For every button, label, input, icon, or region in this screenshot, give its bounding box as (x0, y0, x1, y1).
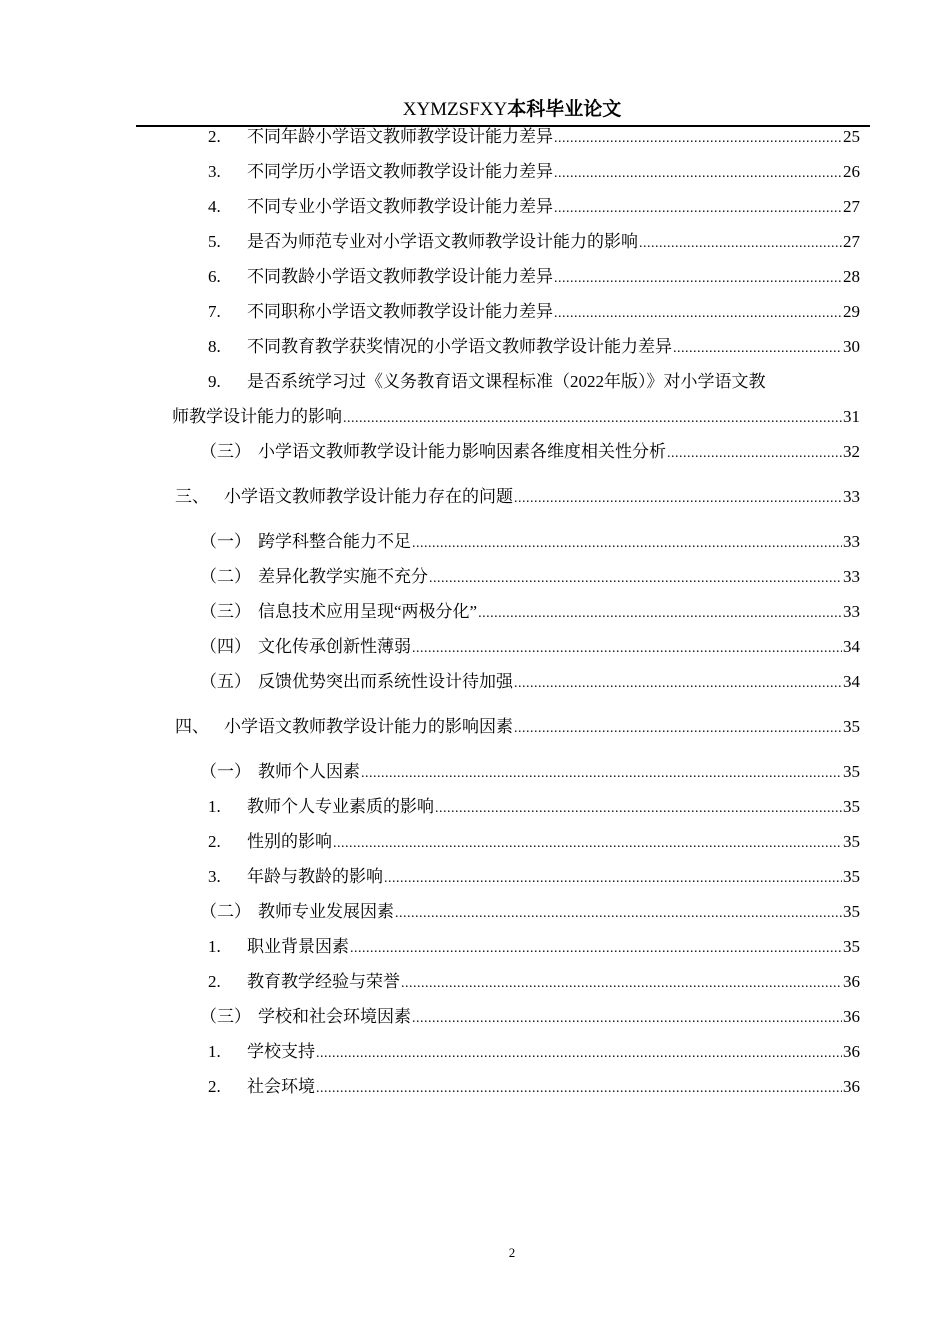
toc-entry-title: 不同职称小学语文教师教学设计能力差异 (247, 302, 553, 321)
toc-entry[interactable] (208, 155, 860, 189)
toc-entry-page: 35 (843, 867, 860, 886)
toc-entry-number: （三） (200, 442, 251, 461)
page-header (0, 94, 950, 121)
toc-entry-number: 2. (208, 972, 221, 991)
toc-entry[interactable] (208, 1035, 860, 1069)
toc-entry[interactable] (208, 365, 860, 399)
toc-entry-page: 34 (843, 672, 860, 691)
dot-leader (554, 260, 842, 296)
toc-entry[interactable] (200, 755, 860, 789)
toc-entry[interactable] (208, 190, 860, 224)
toc-entry-number: 四、 (175, 717, 209, 736)
toc-entry-title: 小学语文教师教学设计能力影响因素各维度相关性分析 (258, 442, 666, 461)
dot-leader (412, 525, 842, 561)
toc-entry-page: 33 (843, 567, 860, 586)
toc-entry-number: 1. (208, 1042, 221, 1061)
dot-leader (554, 155, 842, 191)
toc-entry-title: 是否为师范专业对小学语文教师教学设计能力的影响 (247, 232, 638, 251)
toc-entry-number: 6. (208, 267, 221, 286)
dot-leader (639, 225, 842, 261)
toc-entry-number: 7. (208, 302, 221, 321)
toc-entry-page: 31 (843, 407, 860, 426)
dot-leader (395, 895, 842, 931)
toc-entry-title: 不同教龄小学语文教师教学设计能力差异 (247, 267, 553, 286)
toc-entry-title: 差异化教学实施不充分 (258, 567, 428, 586)
toc-entry-page: 36 (843, 972, 860, 991)
toc-entry[interactable] (175, 710, 860, 744)
toc-entry-title: 小学语文教师教学设计能力的影响因素 (224, 717, 513, 736)
toc-entry[interactable] (208, 260, 860, 294)
toc-entry-number: 2. (208, 127, 221, 146)
dot-leader (554, 120, 842, 156)
toc-entry-title: 信息技术应用呈现“两极分化” (258, 602, 478, 621)
toc-entry[interactable] (200, 1000, 860, 1034)
toc-entry[interactable] (208, 120, 860, 154)
toc-entry-title: 不同学历小学语文教师教学设计能力差异 (247, 162, 553, 181)
header-title: 本科毕业论文 (507, 98, 622, 120)
toc-entry-number: 4. (208, 197, 221, 216)
toc-entry[interactable] (208, 225, 860, 259)
dot-leader (514, 480, 842, 516)
toc-entry-page: 35 (843, 797, 860, 816)
toc-entry-number: 2. (208, 832, 221, 851)
toc-entry-title: 职业背景因素 (247, 937, 349, 956)
toc-entry-page: 27 (843, 232, 860, 251)
toc-entry-page: 36 (843, 1007, 860, 1026)
toc-entry-number: （二） (200, 567, 251, 586)
toc-entry-page: 35 (843, 717, 860, 736)
dot-leader (478, 595, 842, 631)
toc-entry-page: 25 (843, 127, 860, 146)
toc-entry-page: 32 (843, 442, 860, 461)
toc-entry-title: 性别的影响 (247, 832, 332, 851)
dot-leader (361, 755, 842, 791)
dot-leader (514, 710, 842, 746)
toc-entry[interactable] (208, 860, 860, 894)
toc-entry-title: 教师专业发展因素 (258, 902, 394, 921)
toc-entry-number: （一） (200, 762, 251, 781)
toc-entry[interactable] (200, 525, 860, 559)
toc-entry-page: 35 (843, 762, 860, 781)
toc-entry-page: 36 (843, 1077, 860, 1096)
toc-entry[interactable] (208, 825, 860, 859)
toc-entry-page: 34 (843, 637, 860, 656)
toc-entry-number: 三、 (175, 487, 209, 506)
toc-entry[interactable] (208, 295, 860, 329)
dot-leader (401, 965, 842, 1001)
toc-entry-number: （五） (200, 672, 251, 691)
toc-entry-title: 不同教育教学获奖情况的小学语文教师教学设计能力差异 (247, 337, 672, 356)
toc-entry-number: （四） (200, 637, 251, 656)
toc-entry-page: 27 (843, 197, 860, 216)
toc-entry-title: 学校支持 (247, 1042, 315, 1061)
toc-entry-page: 35 (843, 937, 860, 956)
toc-entry[interactable] (208, 330, 860, 364)
toc-entry-title: 不同专业小学语文教师教学设计能力差异 (247, 197, 553, 216)
toc-entry[interactable] (175, 480, 860, 514)
toc-entry[interactable] (208, 930, 860, 964)
toc-entry[interactable] (200, 560, 860, 594)
toc-entry-title: 文化传承创新性薄弱 (258, 637, 411, 656)
toc-entry-page: 33 (843, 532, 860, 551)
toc-entry-number: 2. (208, 1077, 221, 1096)
dot-leader (316, 1070, 842, 1106)
toc-entry-page: 35 (843, 832, 860, 851)
toc-entry-page: 33 (843, 487, 860, 506)
toc-entry-number: 3. (208, 162, 221, 181)
toc-entry-title: 年龄与教龄的影响 (247, 867, 383, 886)
toc-entry-title: 师教学设计能力的影响 (172, 407, 342, 426)
header-prefix: XYMZSFXY (402, 99, 508, 120)
dot-leader (350, 930, 842, 966)
dot-leader (429, 560, 842, 596)
dot-leader (514, 665, 842, 701)
dot-leader (384, 860, 842, 896)
toc-entry-title: 反馈优势突出而系统性设计待加强 (258, 672, 513, 691)
toc-entry-page: 30 (843, 337, 860, 356)
toc-entry-title: 教师个人因素 (258, 762, 360, 781)
dot-leader (316, 1035, 842, 1071)
dot-leader (667, 435, 842, 471)
toc-entry[interactable] (208, 1070, 860, 1104)
toc-entry-number: 8. (208, 337, 221, 356)
toc-entry[interactable] (208, 965, 860, 999)
toc-entry-page: 33 (843, 602, 860, 621)
dot-leader (435, 790, 842, 826)
toc-entry-title: 不同年龄小学语文教师教学设计能力差异 (247, 127, 553, 146)
toc-entry-page: 35 (843, 902, 860, 921)
toc-entry-number: 3. (208, 867, 221, 886)
toc-entry-title: 社会环境 (247, 1077, 315, 1096)
toc-entry[interactable] (200, 895, 860, 929)
toc-entry[interactable] (200, 435, 860, 469)
toc-entry-page: 28 (843, 267, 860, 286)
toc-entry[interactable] (208, 790, 860, 824)
toc-entry-number: （二） (200, 902, 251, 921)
dot-leader (333, 825, 842, 861)
toc-entry-title: 小学语文教师教学设计能力存在的问题 (224, 487, 513, 506)
toc-entry-title: 是否系统学习过《义务教育语文课程标准（2022年版）》对小学语文教 (247, 372, 766, 391)
toc-entry-number: （一） (200, 532, 251, 551)
dot-leader (343, 400, 842, 436)
toc-entry-number: 1. (208, 797, 221, 816)
dot-leader (673, 330, 842, 366)
toc-entry-number: （三） (200, 1007, 251, 1026)
dot-leader (412, 1000, 842, 1036)
dot-leader (554, 295, 842, 331)
toc-entry[interactable] (200, 665, 860, 699)
toc-entry-number: 9. (208, 372, 221, 391)
toc-entry-title: 跨学科整合能力不足 (258, 532, 411, 551)
toc-entry[interactable] (172, 400, 860, 434)
dot-leader (554, 190, 842, 226)
toc-entry-page: 36 (843, 1042, 860, 1061)
toc-entry-number: 5. (208, 232, 221, 251)
toc-entry-title: 教育教学经验与荣誉 (247, 972, 400, 991)
toc-entry[interactable] (200, 630, 860, 664)
toc-entry-page: 26 (843, 162, 860, 181)
dot-leader (412, 630, 842, 666)
page-number: 2 (508, 1245, 516, 1260)
toc-entry-page: 29 (843, 302, 860, 321)
toc-entry-number: 1. (208, 937, 221, 956)
toc-entry-title: 教师个人专业素质的影响 (247, 797, 434, 816)
toc-entry-number: （三） (200, 602, 251, 621)
toc-entry[interactable] (200, 595, 860, 629)
toc-entry-title: 学校和社会环境因素 (258, 1007, 411, 1026)
